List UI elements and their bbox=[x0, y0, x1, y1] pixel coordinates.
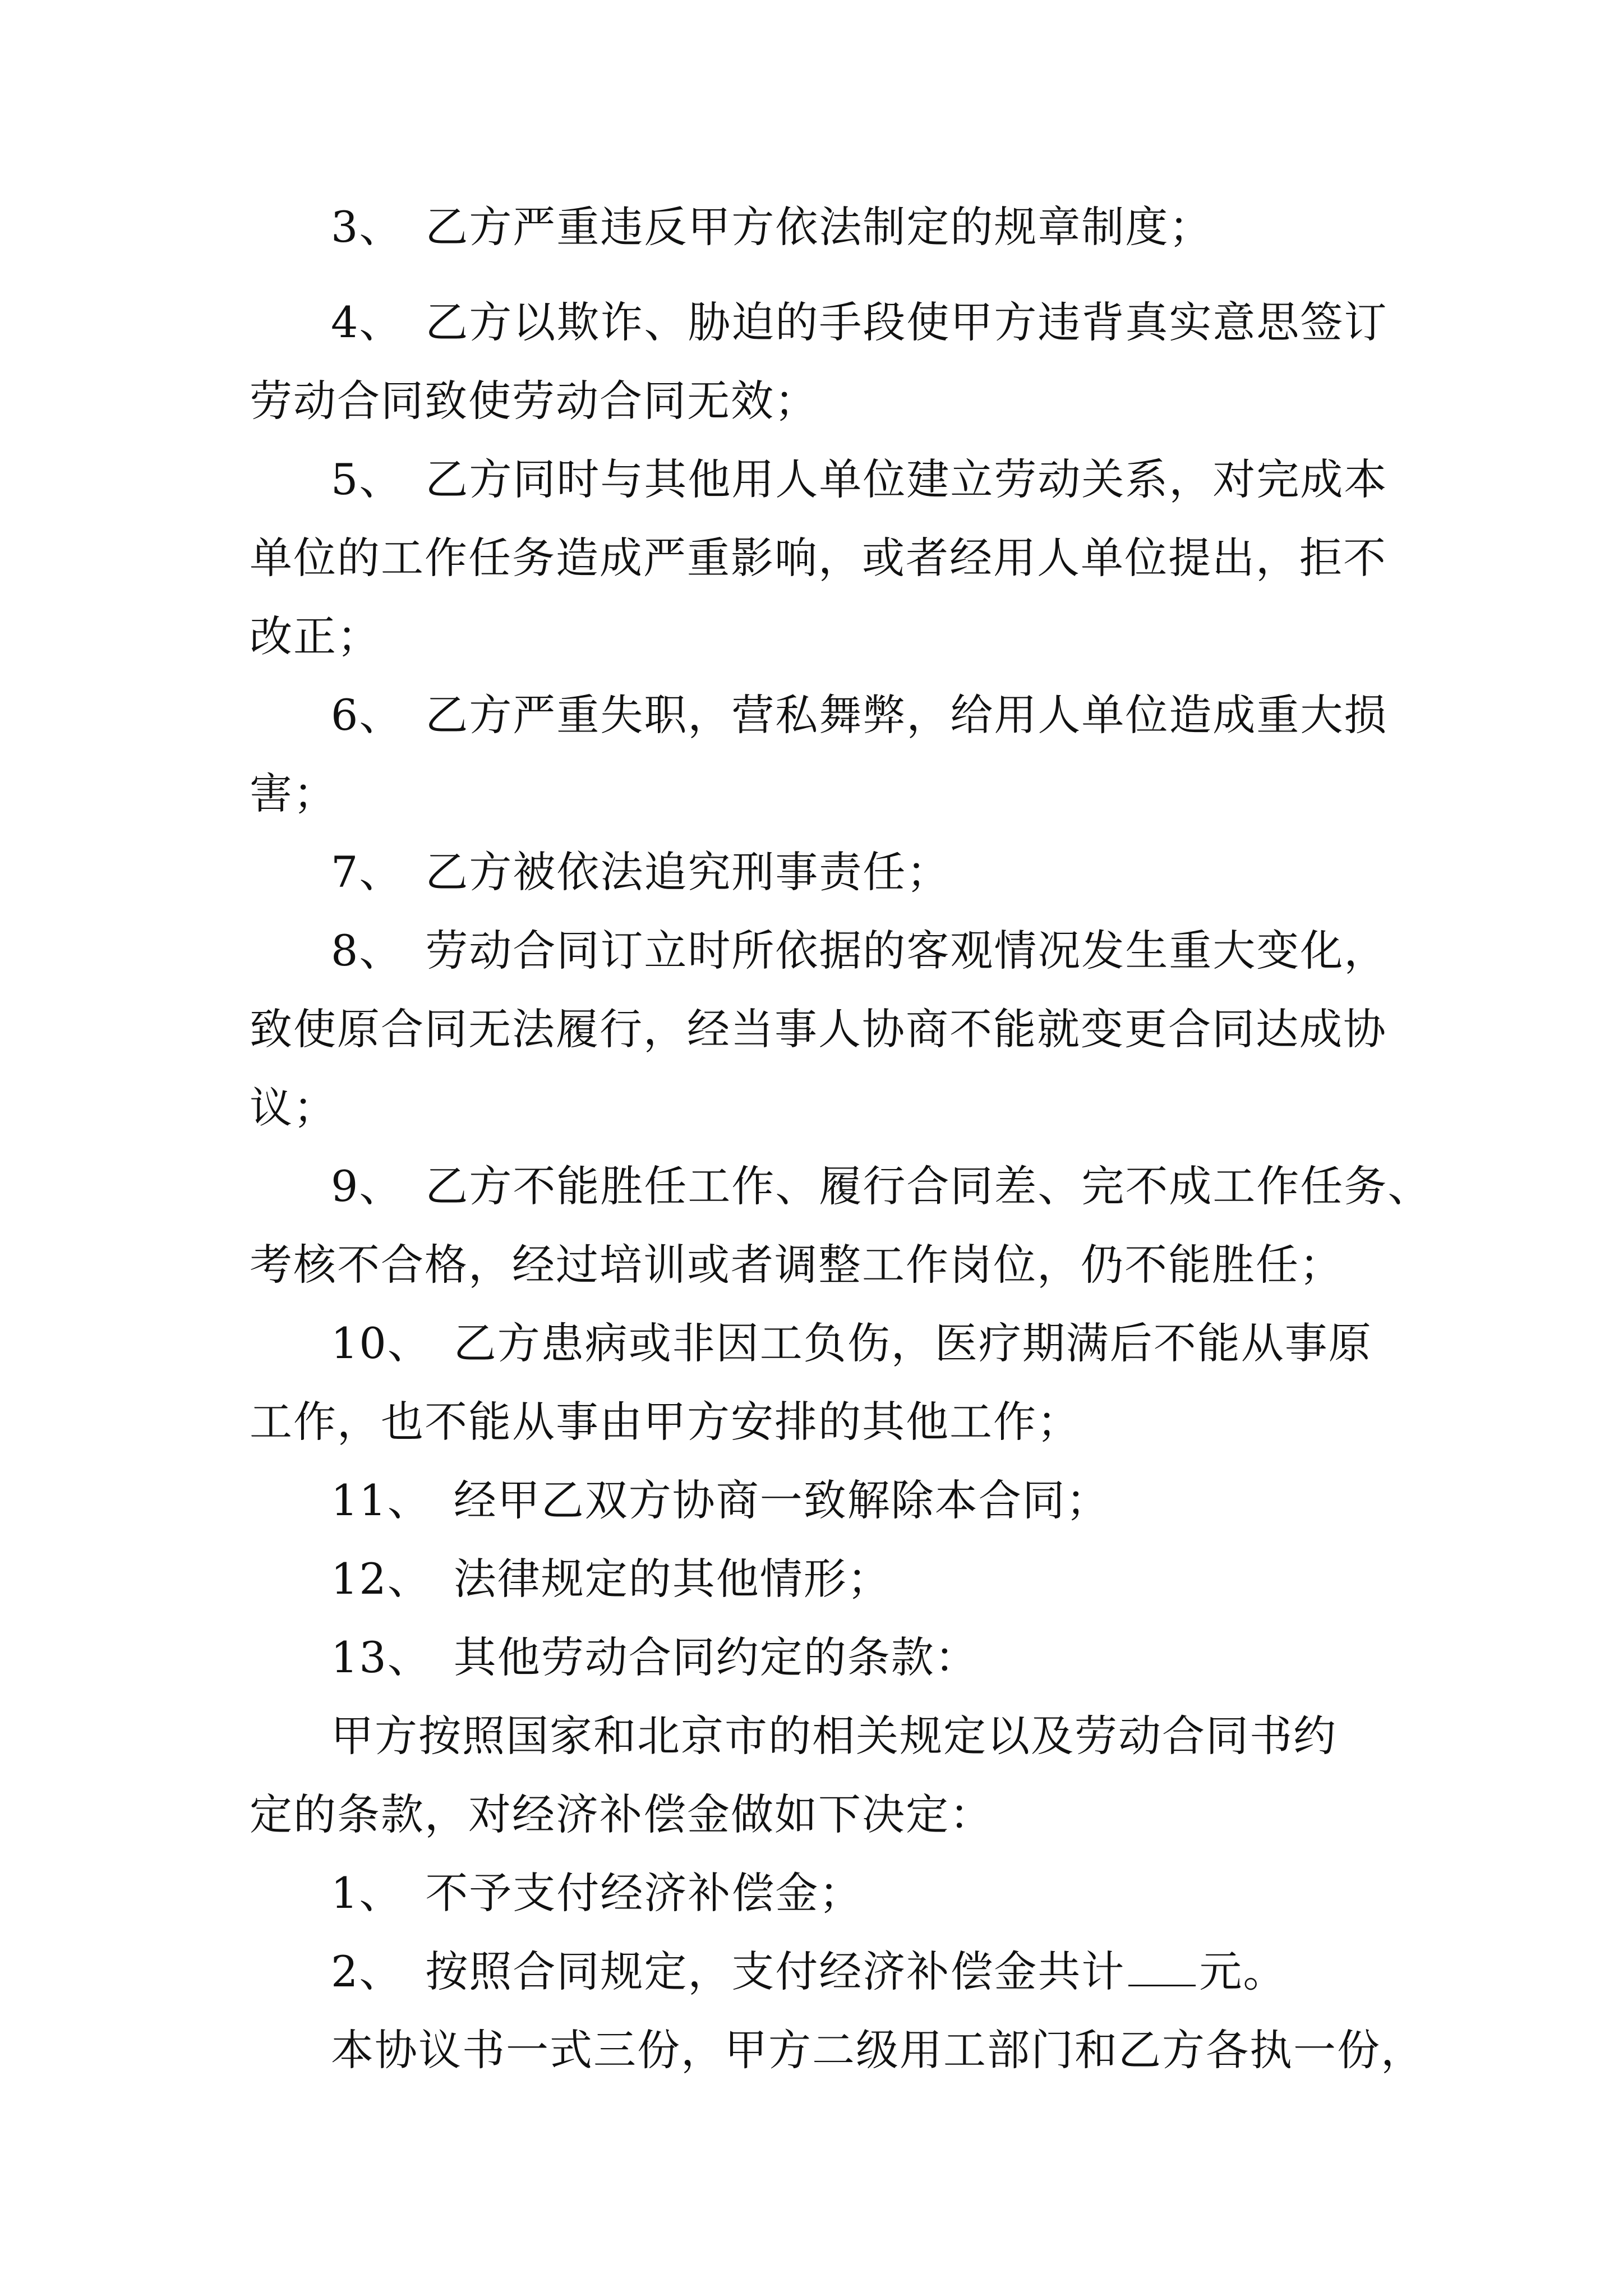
clause-8-line-3: 议； bbox=[250, 1083, 337, 1133]
compensation-option-2 bbox=[331, 1944, 1287, 2000]
copies-clause: 本协议书一式三份，甲方二级用工部门和乙方各执一份， bbox=[331, 2025, 1424, 2075]
clause-5-line-2: 单位的工作任务造成严重影响，或者经用人单位提出，拒不 bbox=[250, 533, 1387, 583]
clause-5-line-3: 改正； bbox=[250, 611, 381, 661]
clause-5-line-1: 5、 乙方同时与其他用人单位建立劳动关系，对完成本 bbox=[331, 454, 1388, 504]
clause-8-line-2: 致使原合同无法履行，经当事人协商不能就变更合同达成协 bbox=[250, 1004, 1387, 1054]
compensation-intro-line-2: 定的条款，对经济补偿金做如下决定： bbox=[250, 1789, 993, 1839]
clause-12: 12、 法律规定的其他情形； bbox=[331, 1554, 891, 1604]
clause-4-line-2: 劳动合同致使劳动合同无效； bbox=[250, 376, 818, 426]
clause-4-line-1: 4、 乙方以欺诈、胁迫的手段使甲方违背真实意思签订 bbox=[331, 297, 1388, 347]
compensation-option-1: 1、 不予支付经济补偿金； bbox=[331, 1868, 863, 1918]
clause-6-line-1: 6、 乙方严重失职，营私舞弊，给用人单位造成重大损 bbox=[331, 690, 1388, 740]
compensation-option-2-unit: 元。 bbox=[1199, 1947, 1287, 1996]
clause-10-line-2: 工作，也不能从事由甲方安排的其他工作； bbox=[250, 1397, 1081, 1447]
compensation-option-2-text: 2、 按照合同规定，支付经济补偿金共计 bbox=[331, 1947, 1126, 1996]
clause-8-line-1: 8、 劳动合同订立时所依据的客观情况发生重大变化， bbox=[331, 926, 1388, 976]
clause-9-line-1: 9、 乙方不能胜任工作、履行合同差、完不成工作任务、 bbox=[331, 1161, 1432, 1211]
amount-blank bbox=[1128, 1949, 1196, 1986]
clause-6-line-2: 害； bbox=[250, 769, 337, 818]
clause-11: 11、 经甲乙双方协商一致解除本合同； bbox=[331, 1475, 1110, 1525]
compensation-intro-line-1: 甲方按照国家和北京市的相关规定以及劳动合同书约 bbox=[331, 1711, 1337, 1761]
clause-13: 13、 其他劳动合同约定的条款： bbox=[331, 1632, 979, 1682]
clause-10-line-1: 10、 乙方患病或非因工负伤，医疗期满后不能从事原 bbox=[331, 1318, 1372, 1368]
clause-3: 3、 乙方严重违反甲方依法制定的规章制度； bbox=[331, 202, 1213, 252]
clause-9-line-2: 考核不合格，经过培训或者调整工作岗位，仍不能胜任； bbox=[250, 1240, 1343, 1290]
clause-7: 7、 乙方被依法追究刑事责任； bbox=[331, 847, 951, 897]
